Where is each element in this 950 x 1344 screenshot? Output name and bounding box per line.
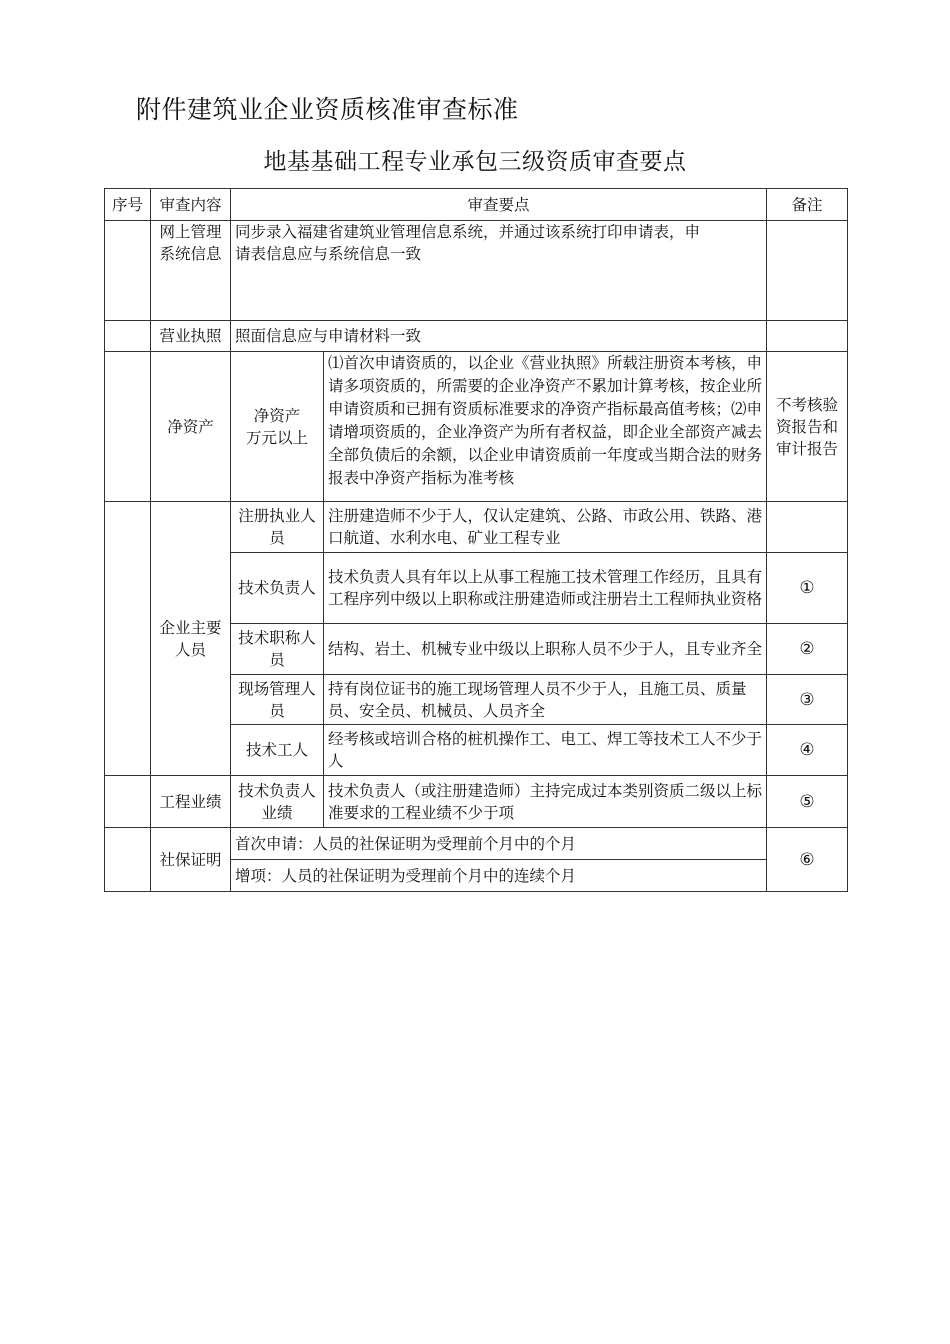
- seq-cell: [105, 221, 151, 321]
- net-assets-note-line2: 资报告和: [776, 417, 839, 436]
- points-cell-personnel: 经考核或培训合格的桩机操作工、电工、焊工等技术工人不少于人: [324, 725, 767, 776]
- sub-cell-personnel: 技术负责人: [231, 553, 324, 624]
- sub-cell-personnel: 注册执业人员: [231, 502, 324, 553]
- header-content: 审查内容: [151, 189, 231, 221]
- note-cell-personnel: ④: [767, 725, 848, 776]
- net-assets-sub-line2: 万元以上: [245, 428, 308, 447]
- note-cell-social: ⑥: [767, 828, 848, 892]
- net-assets-note-line3: 审计报告: [776, 439, 839, 458]
- points-cell-personnel: 持有岗位证书的施工现场管理人员不少于人，且施工员、质量员、安全员、机械员、人员齐全: [324, 675, 767, 725]
- note-cell-personnel: ③: [767, 675, 848, 725]
- seq-cell: [105, 321, 151, 352]
- table-row: [105, 502, 848, 553]
- system-label-line1: 网上管理: [159, 223, 222, 241]
- table-row: [105, 221, 848, 321]
- sub-cell-personnel: 技术工人: [231, 725, 324, 776]
- points-cell-personnel: 结构、岩土、机械专业中级以上职称人员不少于人，且专业齐全: [324, 624, 767, 675]
- points-cell-social-first: 首次申请：人员的社保证明为受理前个月中的个月: [231, 828, 767, 860]
- points-cell-personnel: 技术负责人具有年以上从事工程施工技术管理工作经历，且具有工程序列中级以上职称或注册建造师或注册岩土工程师执业资格: [324, 553, 767, 624]
- points-cell-performance: 技术负责人（或注册建造师）主持完成过本类别资质二级以上标准要求的工程业绩不少于项: [324, 776, 767, 828]
- points-cell-personnel: 注册建造师不少于人，仅认定建筑、公路、市政公用、铁路、港口航道、水利水电、矿业工程专业: [324, 502, 767, 553]
- sub-cell-personnel: 现场管理人员: [231, 675, 324, 725]
- note-cell: [767, 321, 848, 352]
- points-cell-system: [231, 221, 767, 321]
- sub-cell-personnel: 技术职称人员: [231, 624, 324, 675]
- note-cell-personnel: ①: [767, 553, 848, 624]
- note-cell-personnel: ②: [767, 624, 848, 675]
- points-cell-net-assets: [324, 352, 767, 502]
- system-text-line1: 同步录入福建省建筑业管理信息系统，并通过该系统打印申请表，申: [235, 223, 701, 241]
- seq-cell: [105, 776, 151, 828]
- note-cell-net-assets: [767, 352, 848, 502]
- review-table: [104, 188, 848, 892]
- content-cell-personnel: [151, 502, 231, 776]
- net-assets-sub-line1: 净资产: [253, 406, 301, 425]
- table-row: [105, 776, 848, 828]
- content-cell-net-assets: 净资产: [151, 352, 231, 502]
- table-row: [105, 828, 848, 860]
- note-cell: [767, 221, 848, 321]
- system-label-line2: 系统信息: [159, 245, 222, 263]
- header-points: 审查要点: [231, 189, 767, 221]
- seq-cell: [105, 352, 151, 502]
- personnel-label-line2: 人员: [174, 640, 206, 659]
- note-cell-personnel: [767, 502, 848, 553]
- header-note: 备注: [767, 189, 848, 221]
- seq-cell: [105, 828, 151, 892]
- header-row: [105, 189, 848, 221]
- section-title: 地基基础工程专业承包三级资质审查要点: [263, 149, 687, 175]
- note-cell-performance: ⑤: [767, 776, 848, 828]
- seq-cell: [105, 502, 151, 776]
- net-assets-note-line1: 不考核验: [776, 395, 839, 414]
- points-cell-social-add: 增项：人员的社保证明为受理前个月中的连续个月: [231, 860, 767, 892]
- points-cell-license: 照面信息应与申请材料一致: [231, 321, 767, 352]
- system-text-line2: 请表信息应与系统信息一致: [235, 245, 422, 263]
- content-cell-social: 社保证明: [151, 828, 231, 892]
- document-title: 附件建筑业企业资质核准审查标准: [136, 95, 519, 124]
- content-cell-performance: 工程业绩: [151, 776, 231, 828]
- sub-cell-net-assets: [231, 352, 324, 502]
- sub-cell-performance: 技术负责人业绩: [231, 776, 324, 828]
- table-row: [105, 321, 848, 352]
- table-row: [105, 352, 848, 502]
- header-seq: 序号: [105, 189, 151, 221]
- net-assets-text: ⑴首次申请资质的，以企业《营业执照》所载注册资本考核，申请多项资质的，所需要的企业净资产不累加计算考核，按企业所申请资质和已拥有资质标准要求的净资产指标最高值考核；⑵申请增项资质的，企业净资产为所有者权益，即企业全部资产减去全部负债后的余额，以企业申请资质前一年度或当期合法的财务报表中净资产指标为准考核: [328, 354, 763, 487]
- personnel-label-line1: 企业主要: [159, 618, 222, 637]
- content-cell-system: [151, 221, 231, 321]
- content-cell-license: 营业执照: [151, 321, 231, 352]
